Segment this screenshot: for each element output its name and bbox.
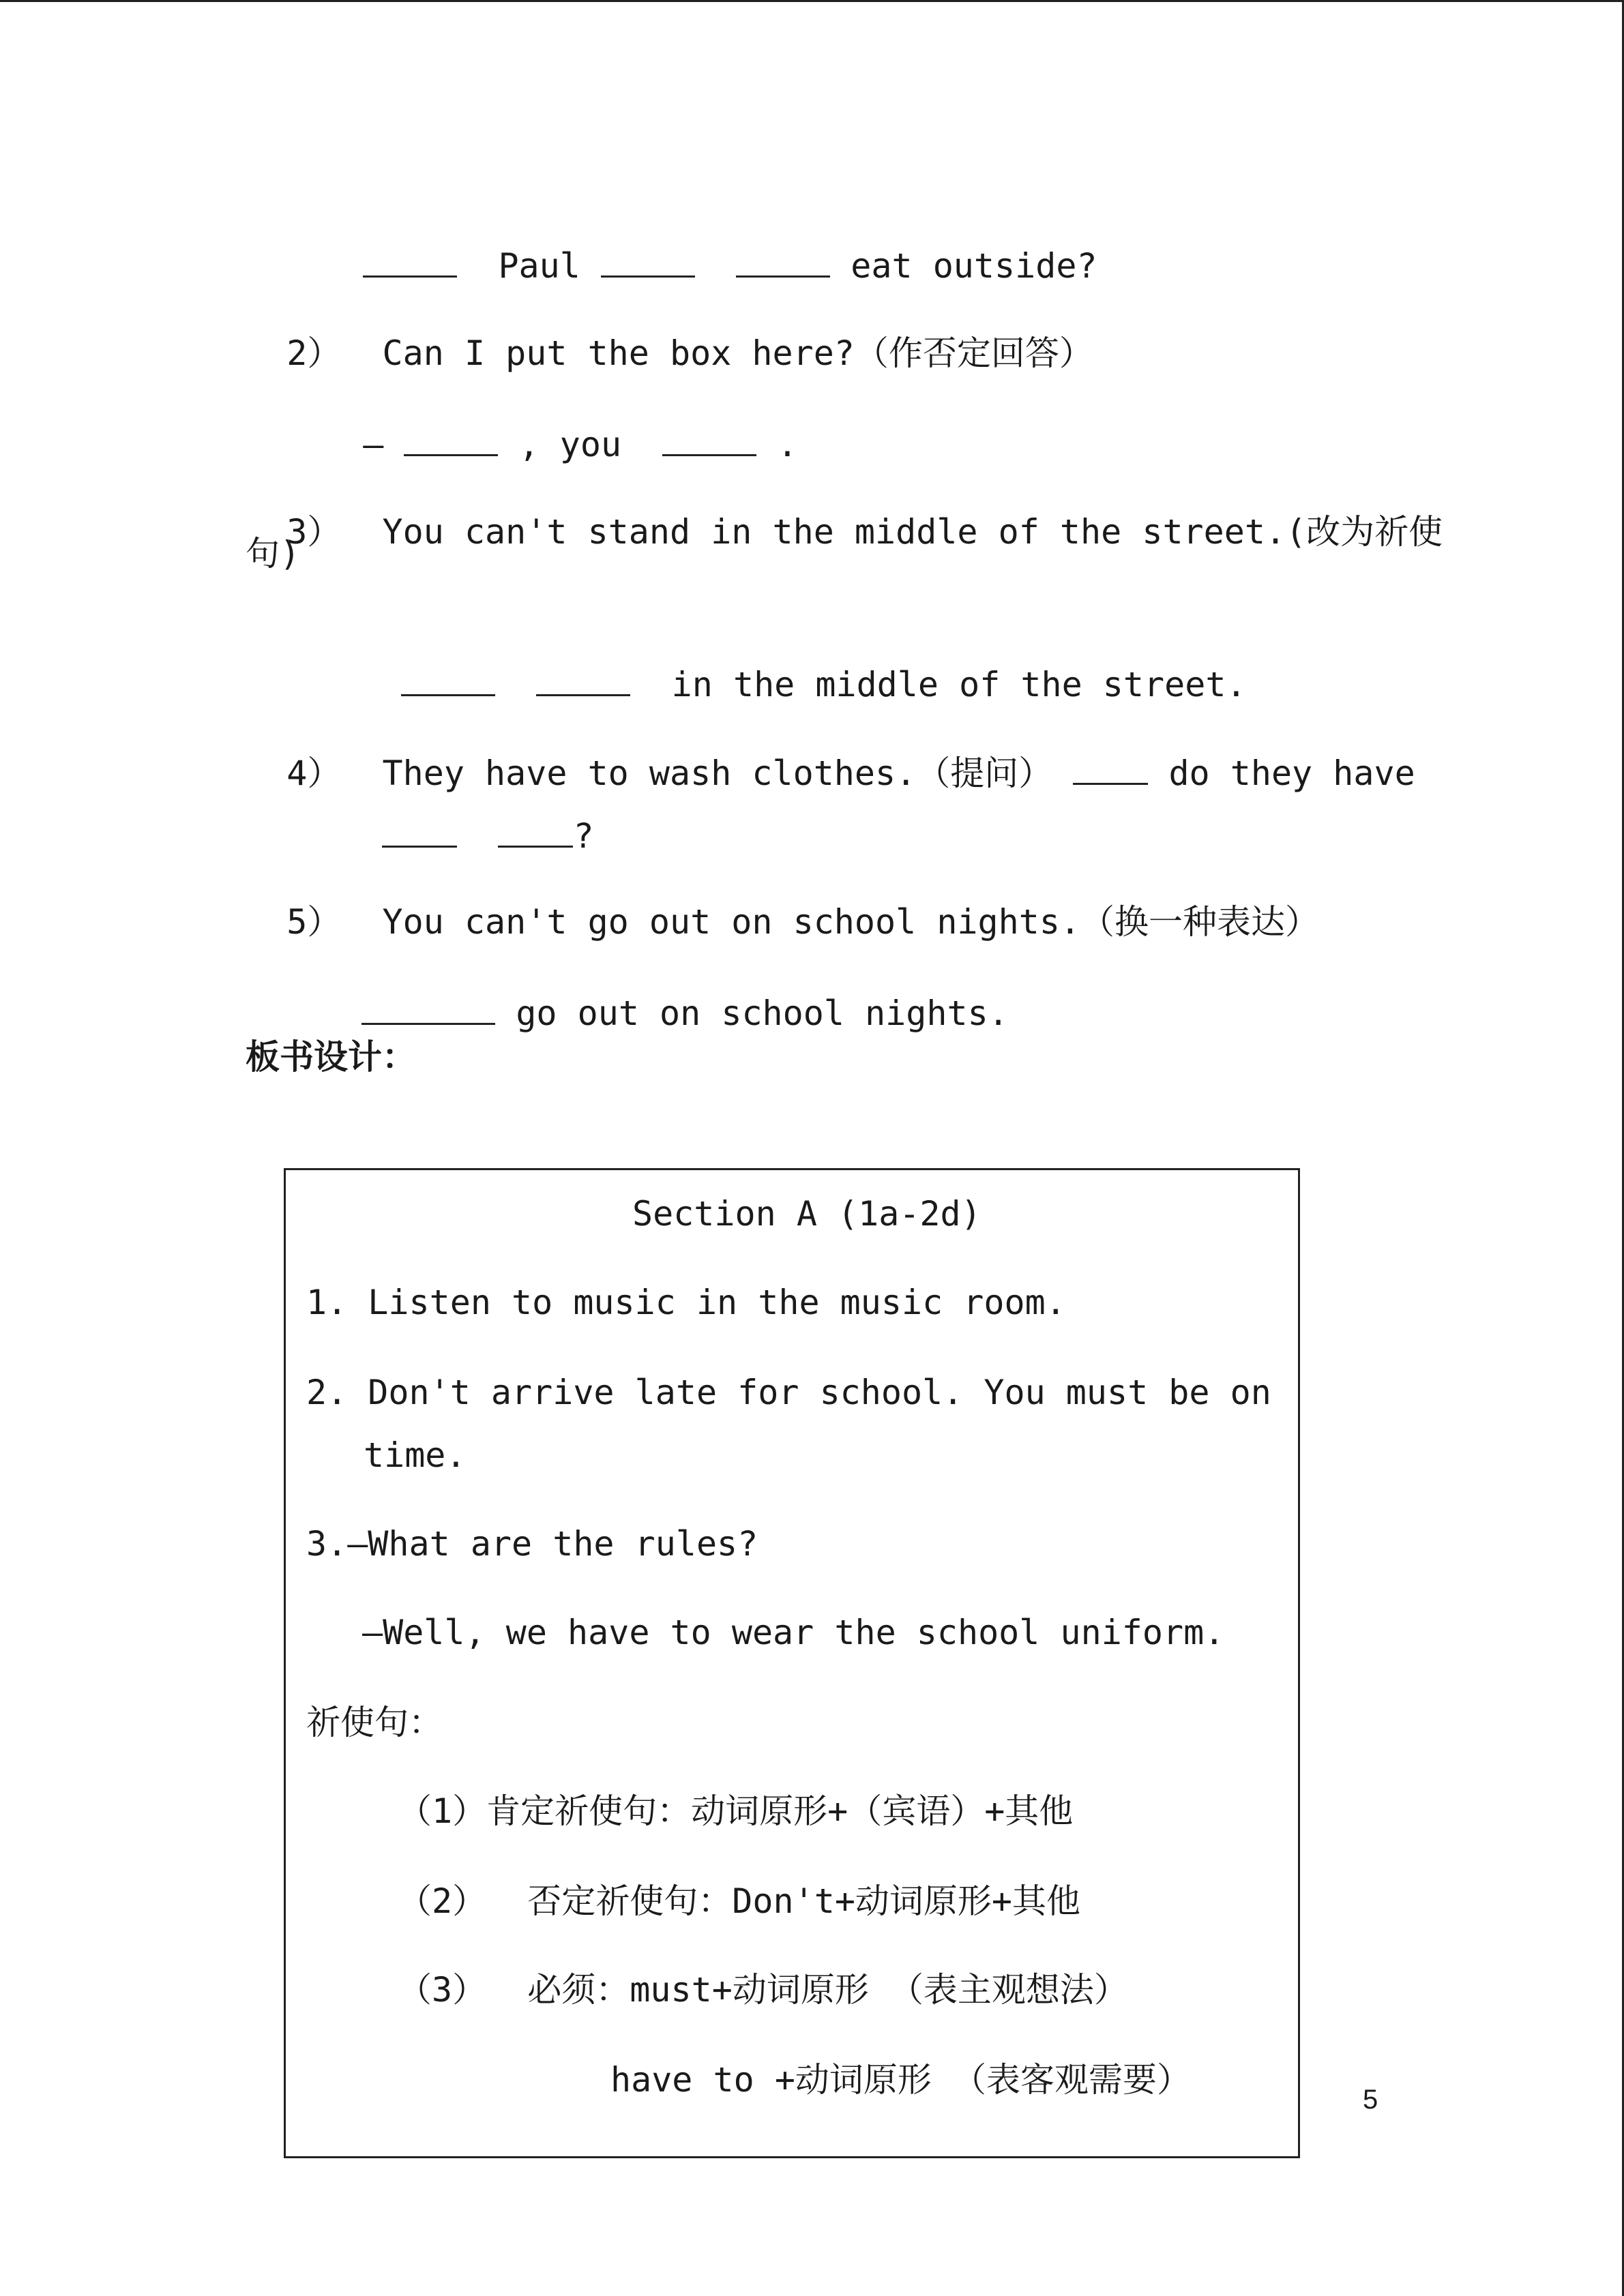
answer-blank[interactable] <box>601 244 695 278</box>
answer-blank[interactable] <box>401 663 495 696</box>
rule-1: （1）肯定祈使句：动词原形+（宾语）+其他 <box>398 1791 1074 1831</box>
rule-3: （3） 必须：must+动词原形 （表主观想法） <box>398 1970 1128 2010</box>
question-3: 3） You can't stand in the middle of the street.(改为祈使 <box>286 512 1443 552</box>
q5-answer-line: go out on school nights. <box>321 951 1009 1034</box>
answer-blank[interactable] <box>363 244 457 278</box>
question-2: 2） Can I put the box here?（作否定回答） <box>286 333 1093 373</box>
board-title: Section A (1a-2d) <box>632 1194 981 1234</box>
answer-blank[interactable] <box>382 814 457 848</box>
board-item-2-wrap: time. <box>364 1435 467 1475</box>
rule-2: （2） 否定祈使句：Don't+动词原形+其他 <box>398 1881 1081 1921</box>
board-item-1: 1. Listen to music in the music room. <box>306 1283 1066 1322</box>
board-item-3: 3.—What are the rules? <box>306 1524 758 1564</box>
answer-blank[interactable] <box>1073 751 1148 785</box>
board-design-box <box>284 1168 1300 2158</box>
top-border <box>0 0 1624 2</box>
rule-4: have to +动词原形 （表客观需要） <box>610 2060 1192 2100</box>
page-number: 5 <box>1363 2085 1378 2115</box>
q1-answer-line: Paul eat outside? <box>322 203 1097 286</box>
answer-blank[interactable] <box>361 992 495 1025</box>
imperative-label: 祈使句： <box>306 1703 443 1742</box>
answer-blank[interactable] <box>498 814 573 848</box>
answer-blank[interactable] <box>662 423 756 456</box>
q2-answer-line: — , you . <box>322 382 798 465</box>
q3-answer-line: in the middle of the street. <box>360 622 1247 705</box>
answer-blank[interactable] <box>404 423 498 456</box>
board-item-3-reply: —Well, we have to wear the school uniform. <box>362 1613 1225 1652</box>
question-5: 5） You can't go out on school nights.（换一种表达） <box>286 902 1320 942</box>
question-3-wrap: 句) <box>246 534 301 573</box>
question-4: 4） They have to wash clothes.（提问） do they have <box>246 711 1415 794</box>
board-item-2: 2. Don't arrive late for school. You must be on <box>306 1373 1271 1412</box>
answer-blank[interactable] <box>536 663 630 696</box>
board-design-heading: 板书设计： <box>246 1037 416 1077</box>
question-4-wrap: ? <box>341 773 594 856</box>
answer-blank[interactable] <box>736 244 830 278</box>
